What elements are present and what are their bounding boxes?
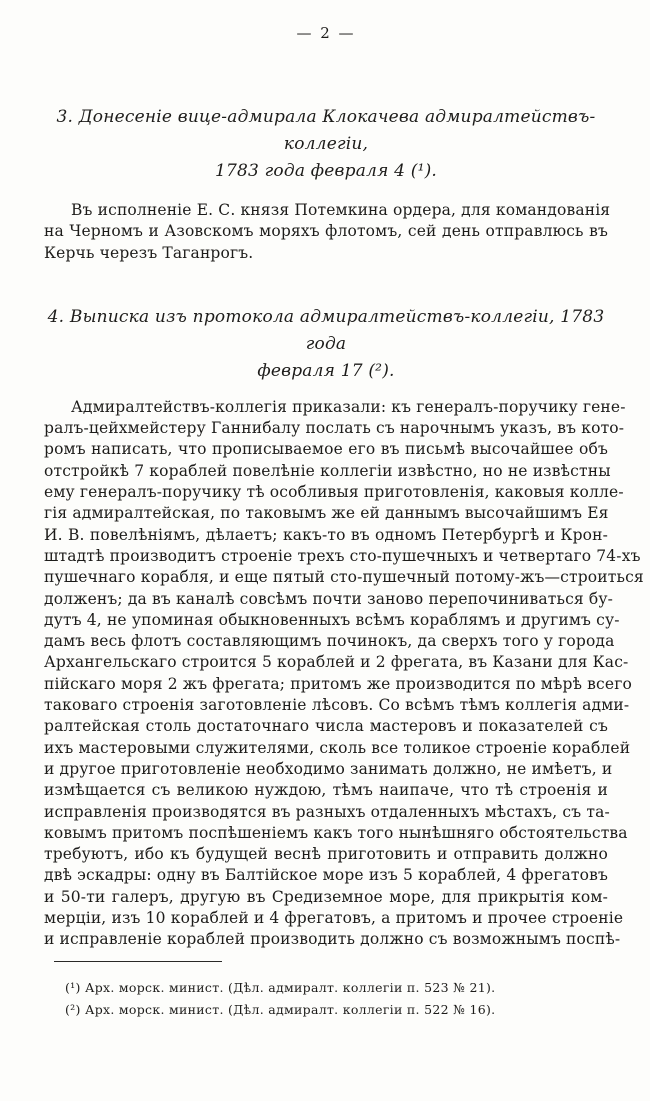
footnote-2: (²) Арх. морск. минист. (Дѣл. адмиралт. коллегіи п. 522 № 16). <box>65 1001 496 1017</box>
section-3-paragraph <box>44 200 611 264</box>
section-3-heading <box>44 104 608 185</box>
text-line: Адмиралтействъ-коллегія приказали: къ генералъ-поручику гене- <box>71 397 626 416</box>
text-line: измѣщается съ великою нуждою, тѣмъ наипаче, что тѣ строенія и <box>44 781 608 800</box>
text-line: ралтейская столь достаточнаго числа мастеровъ и показателей съ <box>44 717 608 736</box>
text-line: ралъ-цейхмейстеру Ганнибалу послать съ нарочнымъ указъ, въ кото- <box>44 419 625 438</box>
text-line: двѣ эскадры: одну въ Балтійское море изъ 5 кораблей, 4 фрегатовъ <box>44 866 608 885</box>
page-number: — 2 — <box>296 24 356 42</box>
text-line: пійскаго моря 2 жъ фрегата; притомъ же производится по мѣрѣ всего <box>44 674 632 693</box>
text-line: пушечнаго корабля, и еще пятый сто-пушечный потому-жъ—строиться <box>44 568 644 587</box>
text-line: мерціи, изъ 10 кораблей и 4 фрегатовъ, а притомъ и прочее строеніе <box>44 909 624 928</box>
text-line: Керчь черезъ Таганрогъ. <box>44 243 254 262</box>
text-line: февраля 17 (²). <box>257 360 395 381</box>
text-line: отстройкѣ 7 кораблей повелѣніе коллегіи извѣстно, но не извѣстны <box>44 461 611 480</box>
text-line: дутъ 4, не упоминая обыкновенныхъ всѣмъ кораблямъ и другимъ су- <box>44 610 620 629</box>
text-line: ихъ мастеровыми служителями, сколь все толикое строеніе кораблей <box>44 738 631 757</box>
text-line: Въ исполненіе Е. С. князя Потемкина ордера, для командованія <box>71 201 611 219</box>
footnotes <box>44 977 608 1021</box>
text-line: исправленія производятся въ разныхъ отдаленныхъ мѣстахъ, съ та- <box>44 802 610 821</box>
text-line: таковаго строенія заготовленіе лѣсовъ. Со всѣмъ тѣмъ коллегія адми- <box>44 696 630 715</box>
text-line: ковымъ притомъ поспѣшеніемъ какъ того нынѣшняго обстоятельства <box>44 823 628 842</box>
text-line: 1783 года февраля 4 (¹). <box>214 161 438 181</box>
footnote-1: (¹) Арх. морск. минист. (Дѣл. адмиралт. коллегіи п. 523 № 21). <box>65 979 496 995</box>
text-line: на Черномъ и Азовскомъ моряхъ флотомъ, сей день отправлюсь въ <box>44 222 608 241</box>
text-line: дамъ весь флотъ составляющимъ починокъ, да сверхъ того у города <box>44 632 615 651</box>
text-line: долженъ; да въ каналѣ совсѣмъ почти заново перепочиниваться бу- <box>44 589 614 608</box>
section-4-paragraph <box>44 397 644 951</box>
text-line: 3. Донесеніе вице-адмирала Клокачева адмиралтействъ-коллегіи, <box>56 107 596 154</box>
text-line: штадтѣ производитъ строеніе трехъ сто-пушечныхъ и четвертаго 74-хъ <box>44 546 641 565</box>
text-line: и 50-ти галеръ, другую въ Средиземное море, для прикрытія ком- <box>44 887 608 906</box>
section-4 <box>44 304 644 951</box>
section-3 <box>44 104 611 264</box>
text-line: требуютъ, ибо къ будущей веснѣ приготовить и отправить должно <box>44 845 608 864</box>
section-4-heading <box>44 304 608 385</box>
text-line: ему генералъ-поручику тѣ особливыя приготовленія, каковыя колле- <box>44 483 624 502</box>
text-line: гія адмиралтейская, по таковымъ же ей даннымъ высочайшимъ Ея <box>44 504 609 523</box>
text-line: И. В. повелѣніямъ, дѣлаетъ; какъ-то въ одномъ Петербургѣ и Крон- <box>44 525 608 544</box>
footnote-divider <box>54 961 222 962</box>
text-line: и другое приготовленіе необходимо занимать должно, не имѣетъ, и <box>44 759 613 778</box>
text-line: ромъ написать, что прописываемое его въ письмѣ высочайшее объ <box>44 440 608 459</box>
text-line: и исправленіе кораблей производить должно съ возможнымъ поспѣ- <box>44 930 621 949</box>
text-line: Архангельскаго строится 5 кораблей и 2 фрегата, въ Казани для Кас- <box>44 653 629 672</box>
text-line: 4. Выписка изъ протокола адмиралтействъ-коллегіи, 1783 года <box>47 306 605 354</box>
